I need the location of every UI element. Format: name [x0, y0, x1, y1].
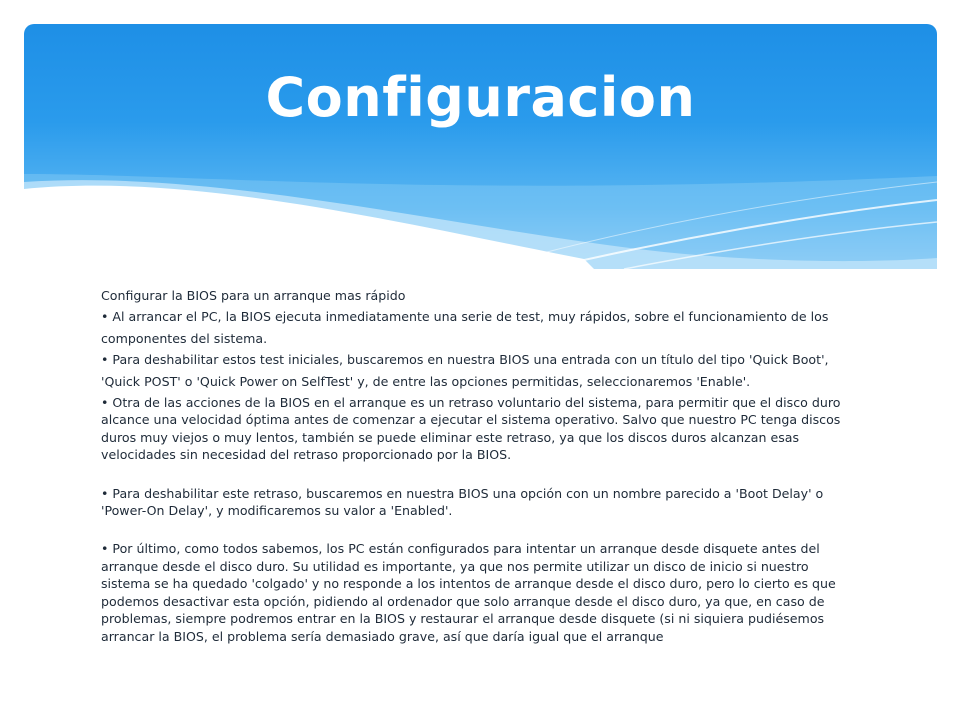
slide-body [101, 287, 861, 649]
slide-title: Configuracion [265, 66, 696, 129]
body-paragraph: • Por último, como todos sabemos, los PC están configurados para intentar un arranque desde disquete antes del arranque desde el disco duro. Su utilidad es importante, ya que nos permite utilizar un disco de inicio si nuestro sistema se ha quedado 'colgado' y no responde a los intentos de arranque desde el disco duro, pero lo cierto es que podemos desactivar esta opción, pidiendo al ordenador que solo arranque desde el disco duro, ya que, en caso de problemas, siempre podremos entrar en la BIOS y restaurar el arranque desde disquete (si ni siquiera pudiésemos arrancar la BIOS, el problema sería demasiado grave, así que daría igual que el arranque [101, 541, 836, 644]
body-paragraph: • Al arrancar el PC, la BIOS ejecuta inmediatamente una serie de test, muy rápidos, sobre el funcionamiento de los [101, 309, 829, 325]
body-paragraph: • Para deshabilitar estos test iniciales, buscaremos en nuestra BIOS una entrada con un título del tipo 'Quick Boot', [101, 352, 829, 368]
body-paragraph: 'Quick POST' o 'Quick Power on SelfTest' y, de entre las opciones permitidas, seleccionaremos 'Enable'. [101, 373, 751, 389]
title-banner [24, 24, 937, 269]
body-paragraph: • Para deshabilitar este retraso, buscaremos en nuestra BIOS una opción con un nombre parecido a 'Boot Delay' o 'Power-On Delay', y modificaremos su valor a 'Enabled'. [101, 485, 824, 519]
body-paragraph: componentes del sistema. [101, 330, 268, 346]
wave-decoration [24, 24, 937, 269]
body-paragraph: • Otra de las acciones de la BIOS en el arranque es un retraso voluntario del sistema, para permitir que el disco duro alcance una velocidad óptima antes de comenzar a ejecutar el sistema operativo. Salvo que nuestro PC tenga discos duros muy viejos o muy lentos, también se puede eliminar este retraso, ya que los discos duros alcanzan esas velocidades sin necesidad del retraso proporcionado por la BIOS. [101, 395, 841, 463]
body-paragraph: Configurar la BIOS para un arranque mas rápido [101, 288, 406, 303]
